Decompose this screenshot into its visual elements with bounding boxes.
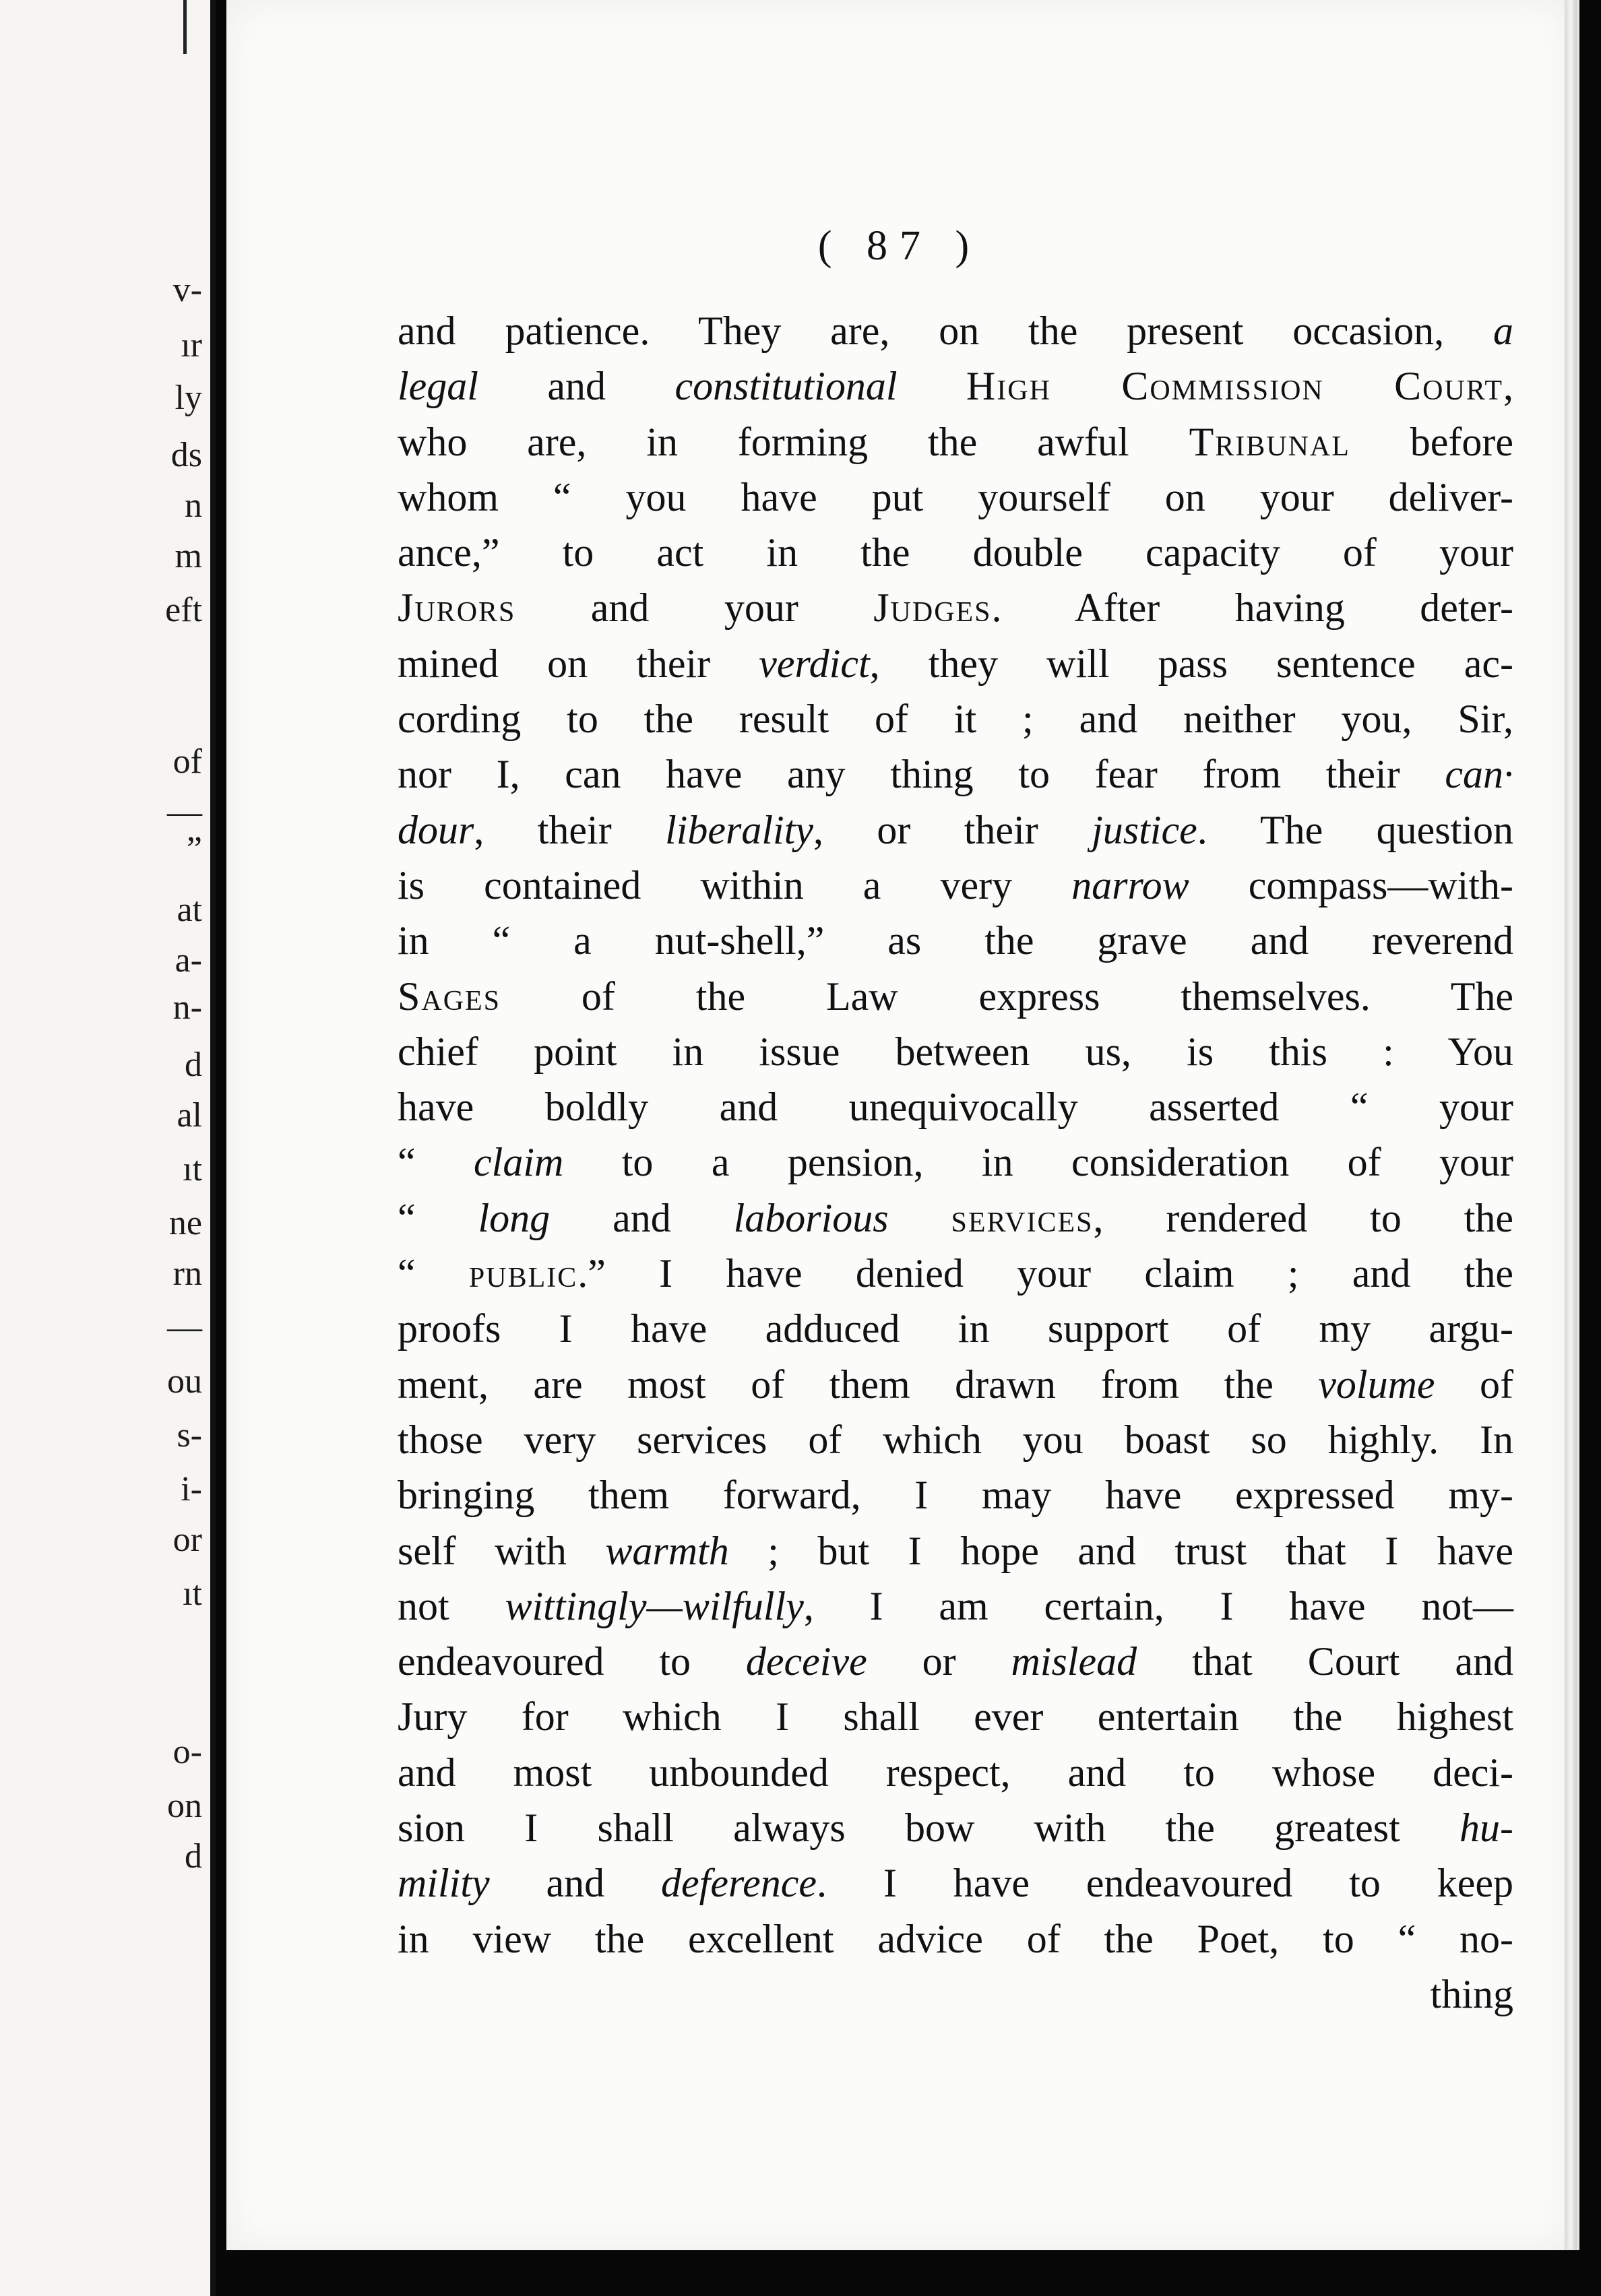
left-page-fragment: n- [172,988,202,1027]
text-run: of [1435,1362,1513,1407]
text-run: High Commission Court [966,364,1503,409]
text-run: , their [474,807,666,852]
left-page-fragment: or [172,1521,202,1559]
text-run: those very services of which you boast so highly. In [398,1417,1513,1462]
text-run: not [398,1583,505,1628]
gutter-line [183,0,187,54]
text-line [398,746,1513,802]
text-run: in “ a nut-shell,” as the grave and reverend [398,918,1513,963]
text-run [897,364,966,408]
text-run: and patience. They are, on the present occasion, [398,309,1493,353]
text-run: deference [661,1861,817,1906]
left-page-fragment: at [177,891,202,929]
text-line [398,470,1513,525]
text-line [398,1689,1513,1744]
text-run: to a pension, in consideration of your [563,1140,1513,1185]
text-run: Jury for which I shall ever entertain the highest [398,1694,1513,1740]
left-page-fragment: — [167,793,202,831]
text-run: services [951,1195,1094,1240]
text-run: . The question [1197,807,1513,852]
text-line [398,358,1513,414]
text-run: , they will pass sentence ac- [869,641,1513,686]
text-run: compass—with- [1189,862,1513,907]
text-line [398,691,1513,746]
text-run: and your [515,585,874,631]
text-run: , [1503,364,1513,409]
left-page-fragment: o- [172,1733,202,1771]
text-run: “ [398,1251,469,1296]
text-run: cording to the result of it ; and neither you, Sir, [398,697,1513,742]
text-run: nor I, can have any thing to fear from their [398,752,1445,797]
text-run: sion I shall always bow with the greatest [398,1806,1460,1851]
left-page-fragment: rn [172,1254,202,1293]
text-run: ment, are most of them drawn from the [398,1362,1319,1407]
left-page-fragment: ou [167,1362,202,1401]
left-page-fragment: ds [170,436,202,474]
text-run: “ [398,1195,478,1240]
text-line [398,1190,1513,1246]
text-run: justice [1092,807,1197,852]
text-run: warmth [605,1528,729,1573]
text-run: Jurors [398,585,516,631]
left-page-fragment: ” [186,830,202,868]
text-run: Tribunal [1189,419,1350,464]
left-page-fragment: m [175,537,202,575]
text-run: legal [398,364,478,409]
text-run: and most unbounded respect, and to whose deci- [398,1750,1513,1795]
text-line [398,1634,1513,1689]
text-run: proofs I have adduced in support of my argu- [398,1306,1513,1351]
text-run: , rendered to the [1093,1195,1513,1240]
text-line [398,802,1513,858]
text-run: mined on their [398,641,759,686]
text-line [398,1523,1513,1578]
text-line [398,1745,1513,1800]
text-run: constitutional [674,364,898,409]
text-run: wittingly—wilfully [505,1583,804,1628]
text-run: before [1350,419,1513,464]
text-run: a [1493,309,1513,353]
text-line [398,1301,1513,1356]
text-run: claim [474,1140,564,1185]
text-line [398,1967,1513,2022]
text-run: volume [1318,1362,1435,1407]
text-run: mility [398,1861,490,1906]
body-text [398,303,1513,2022]
text-run: laborious [733,1195,889,1240]
left-facing-page [0,0,216,2296]
text-run: in view the excellent advice of the Poet, to “ no- [398,1916,1513,1961]
left-page-fragment: ly [175,379,202,417]
text-line [398,969,1513,1024]
left-page-fragment: d [185,1837,202,1876]
left-page-fragment: n [185,486,202,525]
text-run: verdict [759,641,870,686]
text-run: and [489,1861,662,1906]
left-page-fragment: al [177,1096,202,1135]
text-run: can· [1445,752,1513,797]
text-line [398,1578,1513,1634]
text-run: narrow [1071,862,1189,907]
left-page-fragment: v- [172,271,202,309]
text-run: is contained within a very [398,862,1072,907]
text-run: have boldly and unequivocally asserted “ your [398,1085,1513,1130]
text-line [398,1467,1513,1523]
text-run: and [550,1195,734,1240]
left-page-fragment: eft [165,591,202,629]
book-page [226,0,1579,2250]
text-run: chief point in issue between us, is this : You [398,1029,1513,1074]
text-line [398,1800,1513,1855]
text-run: and [478,364,675,409]
text-run: deceive [745,1639,867,1684]
text-run: self with [398,1528,606,1573]
text-line [398,1412,1513,1467]
text-line [398,525,1513,580]
text-run: thing [1430,1971,1513,2016]
text-run: , or their [813,807,1092,852]
text-run: public [468,1251,578,1296]
text-line [398,580,1513,635]
text-line [398,1911,1513,1967]
text-line [398,303,1513,358]
text-line [398,1357,1513,1412]
left-page-fragment: s- [177,1416,202,1455]
text-run: endeavoured to [398,1639,746,1684]
left-page-fragment: — [167,1308,202,1347]
text-run: “ [398,1140,474,1185]
text-line [398,1079,1513,1135]
text-line [398,1024,1513,1079]
left-page-fragment: i- [181,1470,202,1508]
left-page-fragment: ıt [183,1150,202,1188]
text-line [398,1855,1513,1911]
text-line [398,858,1513,913]
text-line [398,636,1513,691]
left-page-fragment: a- [175,941,202,980]
text-run: Sages [398,974,501,1019]
text-line [398,1135,1513,1190]
text-run: of the Law express themselves. The [501,974,1513,1019]
text-run: who are, in forming the awful [398,419,1189,464]
text-line [398,1246,1513,1301]
text-run: that Court and [1137,1639,1513,1684]
left-page-fragment: d [185,1046,202,1084]
text-run: long [478,1195,551,1240]
text-run: dour [398,807,474,852]
text-line [398,414,1513,470]
text-run: , I am certain, I have not— [803,1583,1514,1628]
text-run: .” I have denied your claim ; and the [577,1251,1513,1296]
text-run: . I have endeavoured to keep [816,1861,1513,1906]
left-page-fragment: ır [181,326,202,364]
text-run: hu- [1459,1806,1513,1851]
text-line [398,913,1513,968]
text-run: Judges [873,585,992,631]
page-edge [1565,0,1577,2250]
page-number: ( 87 ) [817,223,982,269]
text-run: ance,” to act in the double capacity of your [398,530,1513,575]
text-run: ; but I hope and trust that I have [728,1528,1513,1573]
left-page-fragment: on [167,1787,202,1825]
text-run: bringing them forward, I may have expressed my- [398,1473,1513,1518]
text-run: mislead [1011,1639,1137,1684]
left-page-fragment: of [172,742,202,781]
left-page-fragment: ıt [183,1574,202,1613]
left-page-fragment: ne [168,1204,202,1242]
text-run: whom “ you have put yourself on your deliver- [398,474,1513,519]
text-run: . After having deter- [991,585,1513,631]
text-run: liberality [665,807,814,852]
text-run [889,1196,951,1240]
text-run: or [867,1639,1011,1684]
